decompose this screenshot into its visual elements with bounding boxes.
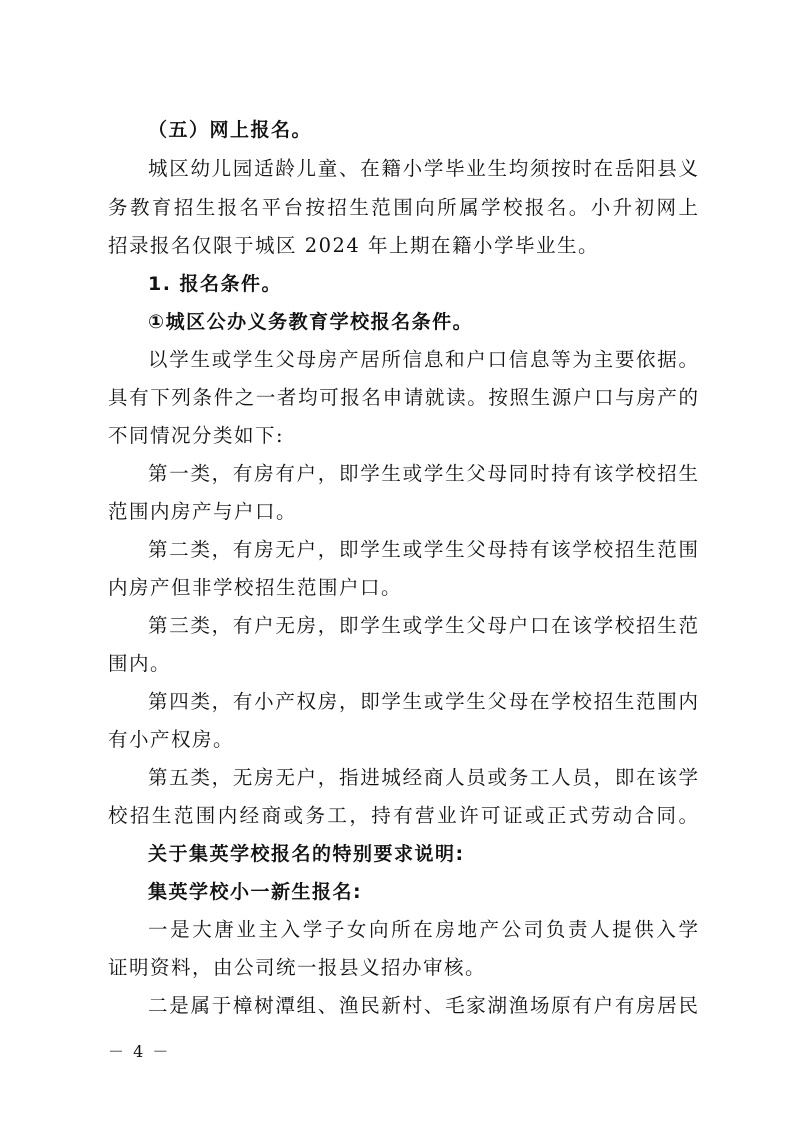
section-heading: （五）网上报名。: [148, 119, 313, 141]
para1-line2: 务教育招生报名平台按招生范围向所属学校报名。小升初网上: [108, 196, 698, 219]
page-number: － 4 －: [108, 1042, 171, 1061]
para1-line1: 城区幼儿园适龄儿童、在籍小学毕业生均须按时在岳阳县义: [148, 157, 698, 180]
category5-line1: 第五类，无房无户，指进城经商人员或务工人员，即在该学: [148, 766, 698, 789]
category1-line1: 第一类，有房有户，即学生或学生父母同时持有该学校招生: [148, 462, 698, 485]
category4-line2: 有小产权房。: [108, 728, 235, 751]
special-requirements-subheading: 集英学校小一新生报名:: [148, 881, 363, 903]
sub-heading-public-schools: ①城区公办义务教育学校报名条件。: [148, 311, 474, 333]
category5-line2: 校招生范围内经商或务工，持有营业许可证或正式劳动合同。: [108, 804, 698, 827]
para2-line1: 以学生或学生父母房产居所信息和户口信息等为主要依据。: [148, 348, 698, 371]
category4-line1: 第四类，有小产权房，即学生或学生父母在学校招生范围内: [148, 690, 698, 713]
special-requirements-heading: 关于集英学校报名的特别要求说明:: [148, 843, 465, 865]
item1-line2: 证明资料，由公司统一报县义招办审核。: [108, 956, 487, 979]
para1-line3: 招录报名仅限于城区 2024 年上期在籍小学毕业生。: [108, 234, 600, 257]
category3-line1: 第三类，有户无房，即学生或学生父母户口在该学校招生范: [148, 614, 698, 637]
sub-heading-conditions: 1. 报名条件。: [148, 273, 283, 295]
para2-line3: 不同情况分类如下:: [108, 424, 285, 447]
item2-line1: 二是属于樟树潭组、渔民新村、毛家湖渔场原有户有房居民: [148, 994, 698, 1017]
category2-line2: 内房产但非学校招生范围户口。: [108, 576, 403, 599]
category1-line2: 范围内房产与户口。: [108, 500, 298, 523]
para2-line2: 具有下列条件之一者均可报名申请就读。按照生源户口与房产的: [108, 386, 698, 409]
category2-line1: 第二类，有房无户，即学生或学生父母持有该学校招生范围: [148, 538, 698, 561]
category3-line2: 围内。: [108, 652, 172, 675]
item1-line1: 一是大唐业主入学子女向所在房地产公司负责人提供入学: [148, 918, 698, 941]
